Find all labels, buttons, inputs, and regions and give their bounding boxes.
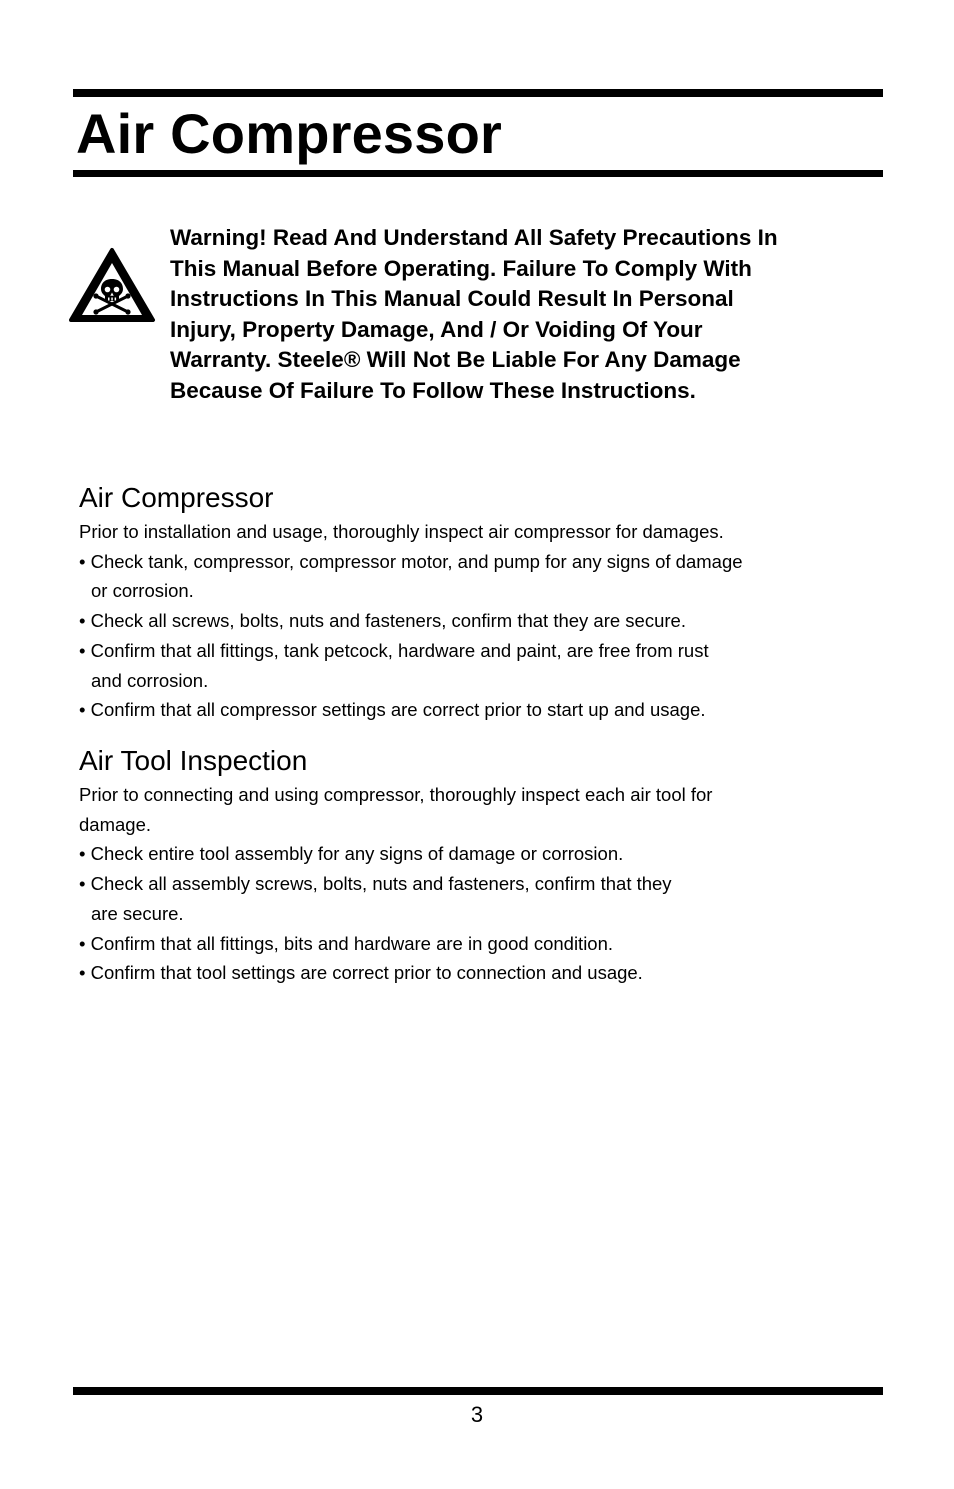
bullet-line: • Check entire tool assembly for any signs of damage or corrosion. [79,843,624,865]
bullet-line: • Confirm that all compressor settings are correct prior to start up and usage. [79,699,706,721]
bullet-line: • Check all assembly screws, bolts, nuts and fasteners, confirm that they [79,873,672,895]
footer-rule [73,1387,883,1395]
bullet-line: • Confirm that tool settings are correct prior to connection and usage. [79,962,643,984]
section-heading: Air Tool Inspection [79,745,308,776]
page-title: Air Compressor [76,102,503,165]
warning-line: Warranty. Steele® Will Not Be Liable For Any Damage [170,347,741,372]
warning-line: Warning! Read And Understand All Safety Precautions In [170,225,778,250]
body-line: damage. [79,813,151,835]
bullet-line: • Confirm that all fittings, tank petcock, hardware and paint, are free from rust [79,639,709,661]
bullet-continuation: are secure. [91,902,184,924]
bullet-continuation: and corrosion. [91,669,209,691]
body-line: Prior to connecting and using compressor, thoroughly inspect each air tool for [79,784,713,805]
bullet-continuation: or corrosion. [91,580,194,602]
skull-crossbones-warning-icon [67,246,157,326]
warning-line: This Manual Before Operating. Failure To Comply With [170,255,752,281]
warning-line: Because Of Failure To Follow These Instructions. [170,377,696,403]
page-number: 3 [470,1402,484,1427]
bullet-line: • Confirm that all fittings, bits and hardware are in good condition. [79,932,614,954]
section-heading: Air Compressor [79,482,274,513]
air-tool-inspection-section [79,744,869,988]
header-bottom-rule [73,170,883,177]
warning-line: Injury, Property Damage, And / Or Voiding Of Your [170,316,703,342]
warning-line: Instructions In This Manual Could Result In Personal [170,286,734,311]
bullet-line: • Check tank, compressor, compressor motor, and pump for any signs of damage [79,550,743,572]
air-compressor-section [79,481,869,725]
bullet-line: • Check all screws, bolts, nuts and fasteners, confirm that they are secure. [79,610,686,632]
warning-notice [170,223,870,406]
body-line: Prior to installation and usage, thoroughly inspect air compressor for damages. [79,521,724,542]
header-top-rule [73,89,883,97]
